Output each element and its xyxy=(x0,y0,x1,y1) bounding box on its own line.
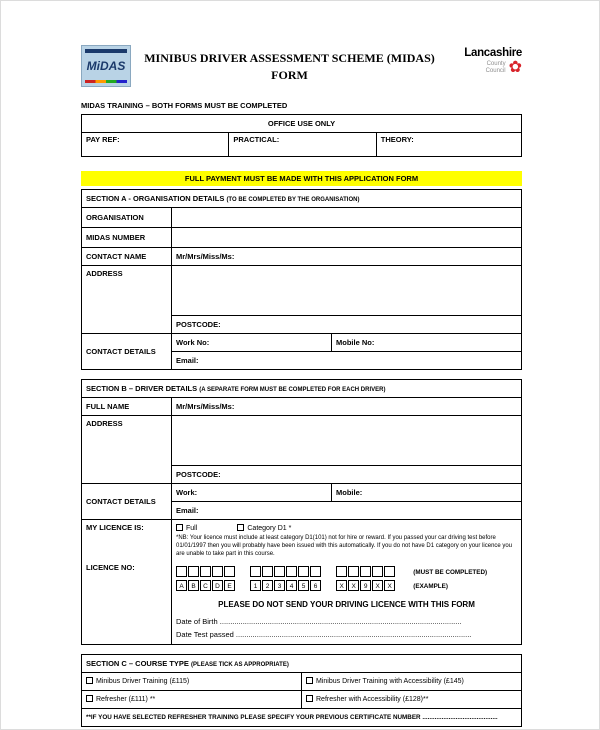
licence-example-box: X xyxy=(372,580,383,591)
lancashire-logo-row xyxy=(448,60,522,76)
intro-line: MIDAS TRAINING – BOTH FORMS MUST BE COMPLETED xyxy=(81,101,288,110)
category-d1-checkbox[interactable] xyxy=(237,524,244,531)
licence-blank-group-1 xyxy=(176,566,236,577)
licence-blank-box[interactable] xyxy=(224,566,235,577)
full-licence-label: Full xyxy=(186,525,198,532)
course-option-refresher[interactable] xyxy=(82,690,302,708)
org-address-input-cell[interactable] xyxy=(172,266,522,316)
driver-work-label: Work: xyxy=(176,488,198,497)
org-work-label: Work No: xyxy=(176,338,210,347)
licence-example-box: X xyxy=(336,580,347,591)
lancashire-logo-name: Lancashire xyxy=(464,47,522,59)
licence-d1-option[interactable] xyxy=(237,525,291,532)
licence-no-cell xyxy=(172,560,522,644)
page-title xyxy=(131,45,448,84)
minibus-training-checkbox[interactable] xyxy=(86,677,93,684)
full-licence-checkbox[interactable] xyxy=(176,524,183,531)
contact-name-prefix: Mr/Mrs/Miss/Ms: xyxy=(176,252,235,261)
licence-blank-box[interactable] xyxy=(384,566,395,577)
licence-example-box: 2 xyxy=(262,580,273,591)
driver-email-label: Email: xyxy=(176,506,199,515)
driver-mobile-label: Mobile: xyxy=(336,488,363,497)
full-name-prefix: Mr/Mrs/Miss/Ms: xyxy=(176,402,235,411)
my-licence-is-label: MY LICENCE IS: xyxy=(82,520,172,561)
category-d1-label: Category D1 * xyxy=(247,525,292,532)
licence-example-box: 3 xyxy=(274,580,285,591)
licence-options-row xyxy=(176,523,517,532)
licence-blank-box[interactable] xyxy=(274,566,285,577)
driver-mobile-cell[interactable] xyxy=(332,484,522,502)
contact-name-label: CONTACT NAME xyxy=(82,248,172,266)
licence-blank-box[interactable] xyxy=(286,566,297,577)
org-postcode-cell[interactable] xyxy=(172,316,522,334)
licence-blank-box[interactable] xyxy=(200,566,211,577)
pay-ref-cell[interactable] xyxy=(82,133,229,157)
licence-example-box: X xyxy=(384,580,395,591)
full-name-input-cell[interactable] xyxy=(172,398,522,416)
org-mobile-label: Mobile No: xyxy=(336,338,375,347)
section-a-title-note: (TO BE COMPLETED BY THE ORGANISATION) xyxy=(226,197,360,203)
licence-type-cell xyxy=(172,520,522,561)
date-test-passed-dotted-line: ................................................................................................................. xyxy=(235,630,472,640)
licence-number-example-row xyxy=(176,580,517,591)
date-test-passed-line[interactable] xyxy=(176,629,517,642)
section-b-title: SECTION B – DRIVER DETAILS xyxy=(86,384,198,393)
licence-blank-box[interactable] xyxy=(310,566,321,577)
theory-cell[interactable] xyxy=(376,133,521,157)
course-option-minibus[interactable] xyxy=(82,672,302,690)
section-c-header xyxy=(82,654,522,672)
practical-label: PRACTICAL: xyxy=(233,135,280,144)
licence-blank-group-2 xyxy=(250,566,322,577)
org-work-cell[interactable] xyxy=(172,334,332,352)
lancashire-logo-subtitle xyxy=(486,61,506,75)
licence-blank-box[interactable] xyxy=(298,566,309,577)
lancashire-sub-council: Council xyxy=(485,68,506,74)
payment-banner: FULL PAYMENT MUST BE MADE WITH THIS APPLICATION FORM xyxy=(81,171,522,186)
example-note: (EXAMPLE) xyxy=(413,582,448,590)
licence-blank-box[interactable] xyxy=(212,566,223,577)
licence-blank-box[interactable] xyxy=(176,566,187,577)
section-c-title: SECTION C – COURSE TYPE xyxy=(86,658,189,668)
course-option-minibus-accessibility[interactable] xyxy=(302,672,522,690)
licence-nb-note: *NB: Your licence must include at least category D1(101) not for hire or reward. If you passed your car driving test before 01/01/1997 then you will probably have been issued with this automatically. If you do not have D1 category on your licence you are unable to take part in this course. xyxy=(176,535,513,558)
licence-example-box: B xyxy=(188,580,199,591)
refresher-label: Refresher (£111) ** xyxy=(96,696,156,704)
section-b-table xyxy=(81,379,522,645)
licence-example-box: 4 xyxy=(286,580,297,591)
organisation-label: ORGANISATION xyxy=(82,208,172,228)
date-of-birth-label: Date of Birth xyxy=(176,617,218,627)
section-a-header xyxy=(82,190,522,208)
licence-blank-box[interactable] xyxy=(336,566,347,577)
licence-blank-box[interactable] xyxy=(250,566,261,577)
org-email-cell[interactable] xyxy=(172,352,522,370)
course-option-refresher-accessibility[interactable] xyxy=(302,690,522,708)
form-content xyxy=(81,45,522,730)
minibus-training-label: Minibus Driver Training (£115) xyxy=(96,678,190,686)
licence-example-box: 6 xyxy=(310,580,321,591)
do-not-send-warning: PLEASE DO NOT SEND YOUR DRIVING LICENCE WITH THIS FORM xyxy=(218,600,475,610)
midas-logo-top-bar xyxy=(85,49,127,53)
driver-postcode-label: POSTCODE: xyxy=(176,470,221,479)
licence-example-group-3 xyxy=(336,580,396,591)
org-mobile-cell[interactable] xyxy=(332,334,522,352)
minibus-accessibility-label: Minibus Driver Training with Accessibility (£145) xyxy=(316,678,464,686)
driver-address-label: ADDRESS xyxy=(82,416,172,484)
org-address-label: ADDRESS xyxy=(82,266,172,334)
org-email-label: Email: xyxy=(176,356,199,365)
date-of-birth-dotted-line: .................................................................................................................... xyxy=(219,617,462,627)
page-title-line1: MINIBUS DRIVER ASSESSMENT SCHEME (MIDAS) xyxy=(144,51,435,65)
driver-work-cell[interactable] xyxy=(172,484,332,502)
licence-example-box: E xyxy=(224,580,235,591)
driver-postcode-cell[interactable] xyxy=(172,466,522,484)
refresher-accessibility-checkbox[interactable] xyxy=(306,695,313,702)
licence-blank-box[interactable] xyxy=(188,566,199,577)
minibus-accessibility-checkbox[interactable] xyxy=(306,677,313,684)
midas-logo-color-stripe xyxy=(85,80,127,83)
licence-example-box: X xyxy=(348,580,359,591)
previous-certificate-note[interactable]: **IF YOU HAVE SELECTED REFRESHER TRAINING PLEASE SPECIFY YOUR PREVIOUS CERTIFICATE NUMBER ........................................... xyxy=(82,708,522,726)
licence-example-box: D xyxy=(212,580,223,591)
refresher-checkbox[interactable] xyxy=(86,695,93,702)
form-header xyxy=(81,45,522,95)
driver-email-cell[interactable] xyxy=(172,502,522,520)
office-use-title: OFFICE USE ONLY xyxy=(82,115,522,133)
driver-contact-details-label: CONTACT DETAILS xyxy=(82,484,172,520)
red-rose-icon: ✿ xyxy=(508,59,522,76)
contact-name-input-cell[interactable] xyxy=(172,248,522,266)
organisation-input-cell[interactable] xyxy=(172,208,522,228)
practical-cell[interactable] xyxy=(229,133,376,157)
licence-full-option[interactable] xyxy=(176,525,197,532)
section-a-title: SECTION A - ORGANISATION DETAILS xyxy=(86,194,225,203)
section-a-table xyxy=(81,189,522,370)
must-be-completed-note: (MUST BE COMPLETED) xyxy=(413,568,488,576)
lancashire-sub-county: County xyxy=(486,60,506,67)
office-use-table xyxy=(81,114,522,157)
licence-number-input-row xyxy=(176,566,517,577)
date-of-birth-line[interactable] xyxy=(176,616,517,629)
licence-example-box: C xyxy=(200,580,211,591)
licence-example-box: 1 xyxy=(250,580,261,591)
section-c-title-note: (PLEASE TICK AS APPROPRIATE) xyxy=(191,661,289,668)
licence-no-label: LICENCE NO: xyxy=(82,560,172,644)
page-title-line2: FORM xyxy=(271,67,308,82)
midas-logo xyxy=(81,45,131,87)
pay-ref-label: PAY REF: xyxy=(86,135,120,144)
licence-example-box: A xyxy=(176,580,187,591)
section-c-table xyxy=(81,654,522,727)
lancashire-logo xyxy=(448,45,522,76)
theory-label: THEORY: xyxy=(380,135,414,144)
date-test-passed-label: Date Test passed xyxy=(176,630,234,640)
section-b-title-note: (A SEPARATE FORM MUST BE COMPLETED FOR EACH DRIVER) xyxy=(199,387,386,393)
org-contact-details-label: CONTACT DETAILS xyxy=(82,334,172,370)
org-postcode-label: POSTCODE: xyxy=(176,320,221,329)
licence-blank-box[interactable] xyxy=(348,566,359,577)
midas-logo-text: MiDAS xyxy=(86,59,126,73)
licence-blank-box[interactable] xyxy=(262,566,273,577)
licence-example-box: 5 xyxy=(298,580,309,591)
licence-blank-box[interactable] xyxy=(372,566,383,577)
midas-number-label: MIDAS NUMBER xyxy=(82,228,172,248)
licence-example-group-2 xyxy=(250,580,322,591)
licence-example-box: 9 xyxy=(360,580,371,591)
section-b-header xyxy=(82,380,522,398)
refresher-accessibility-label: Refresher with Accessibility (£128)** xyxy=(316,696,429,704)
licence-blank-box[interactable] xyxy=(360,566,371,577)
midas-number-input-cell[interactable] xyxy=(172,228,522,248)
full-name-label: FULL NAME xyxy=(82,398,172,416)
licence-example-group-1 xyxy=(176,580,236,591)
licence-blank-group-3 xyxy=(336,566,396,577)
driver-address-input-cell[interactable] xyxy=(172,416,522,466)
